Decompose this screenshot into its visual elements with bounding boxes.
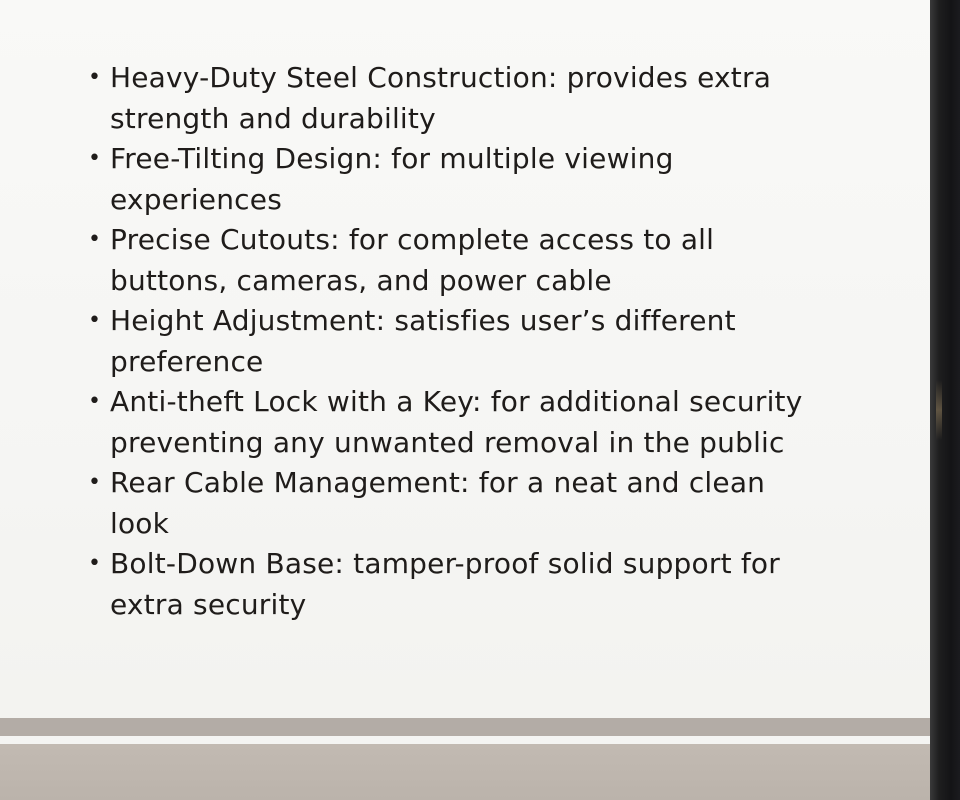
feature-description: for additional security preventing any unwanted removal in the public [110,385,803,459]
stripe-gap [0,736,930,744]
feature-title: Rear Cable Management: [110,466,470,499]
feature-description: for multiple viewing experiences [110,142,674,216]
feature-item [88,58,808,139]
bullet-icon: • [88,227,102,252]
feature-item [88,139,808,220]
edge-reflection [936,380,942,440]
feature-description: tamper-proof solid support for extra security [110,547,780,621]
bullet-icon: • [88,470,102,495]
feature-item [88,301,808,382]
bullet-icon: • [88,308,102,333]
bullet-icon: • [88,551,102,576]
bullet-icon: • [88,65,102,90]
feature-title: Bolt-Down Base: [110,547,345,580]
feature-title: Height Adjustment: [110,304,386,337]
feature-item [88,463,808,544]
feature-description: satisfies user’s different preference [110,304,736,378]
feature-item [88,382,808,463]
bullet-icon: • [88,389,102,414]
feature-description: for a neat and clean look [110,466,766,540]
feature-title: Free-Tilting Design: [110,142,383,175]
stripe-band-bottom [0,744,930,800]
stripe-band-top [0,718,930,736]
feature-title: Heavy-Duty Steel Construction: [110,61,558,94]
feature-description: for complete access to all buttons, cameras, and power cable [110,223,715,297]
feature-item [88,544,808,625]
feature-item [88,220,808,301]
feature-title: Anti-theft Lock with a Key: [110,385,482,418]
feature-title: Precise Cutouts: [110,223,340,256]
feature-description: provides extra strength and durability [110,61,772,135]
feature-list [88,58,808,625]
dark-edge [930,0,960,800]
bullet-icon: • [88,146,102,171]
